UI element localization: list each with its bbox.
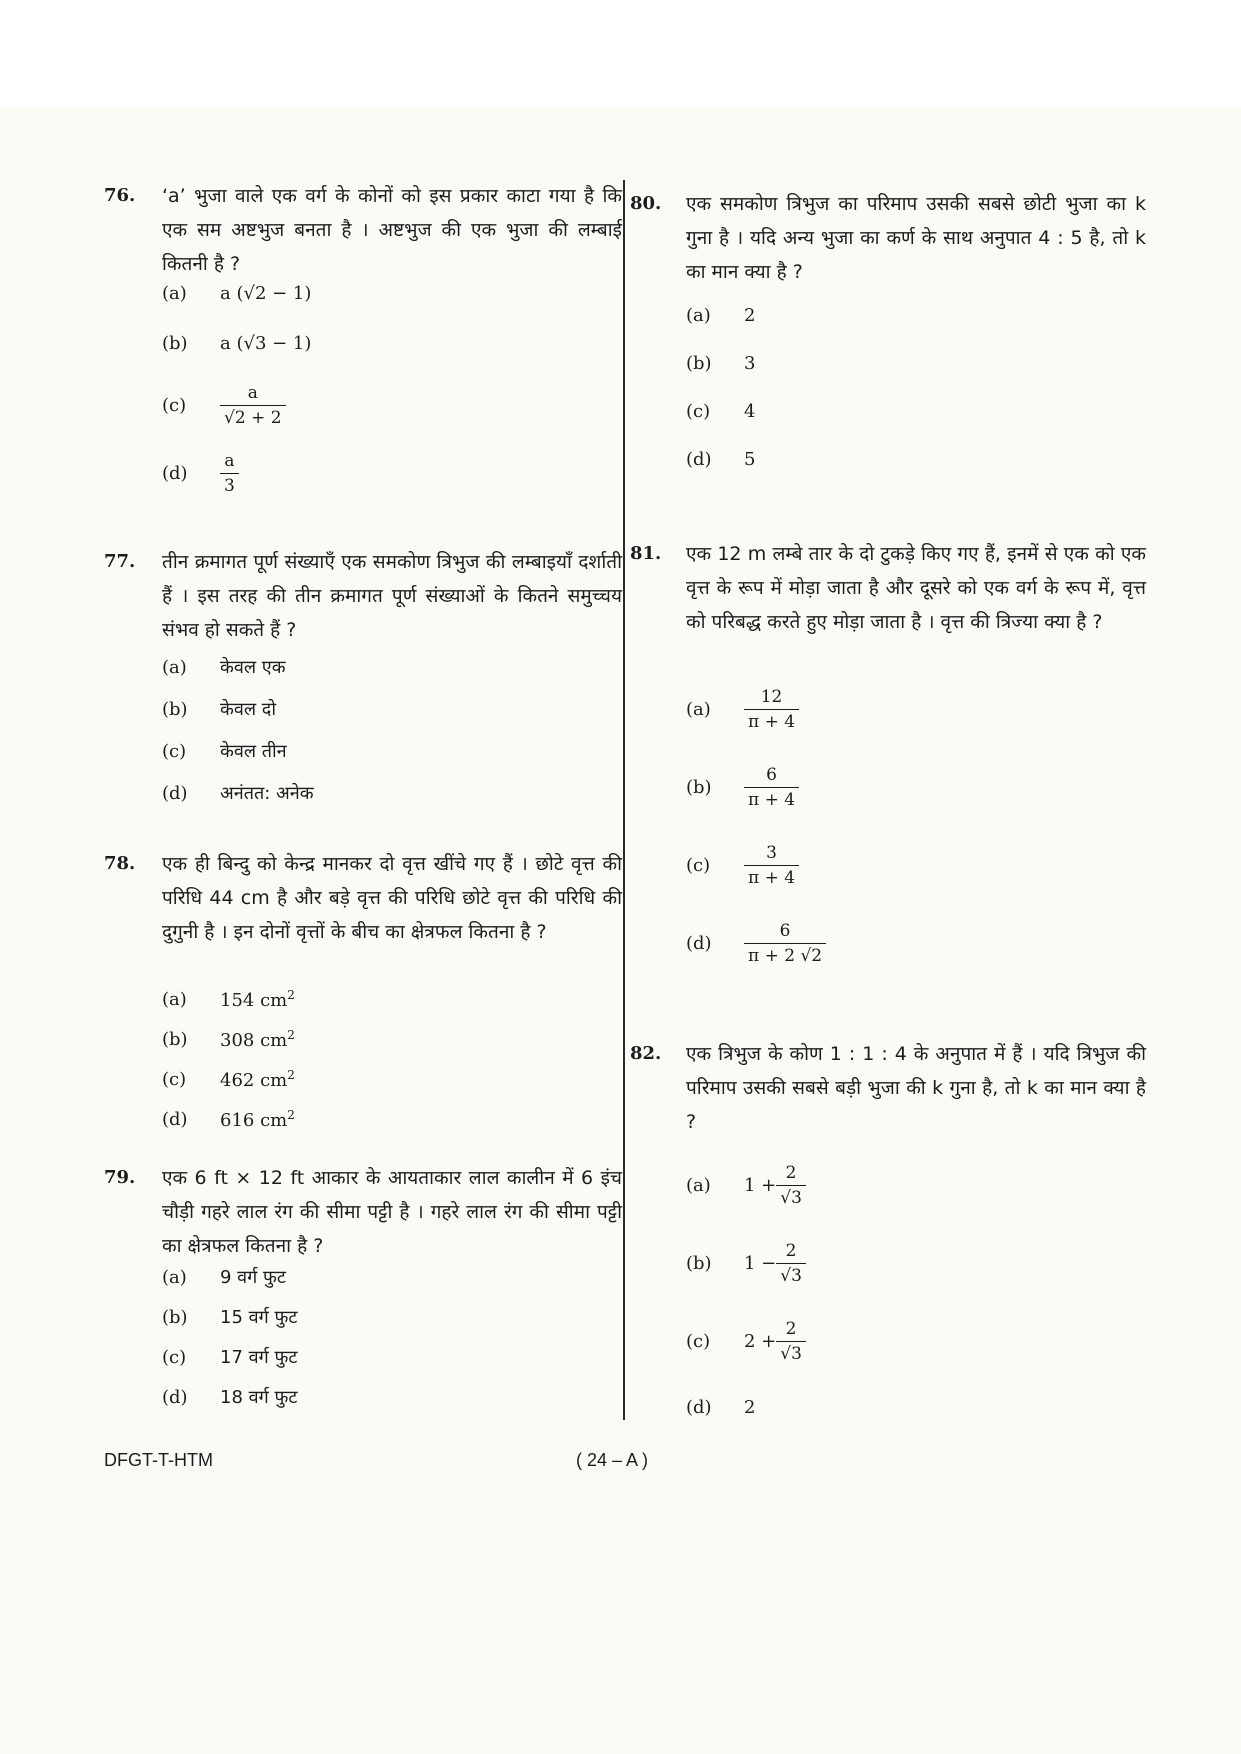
option-label: (c) [686, 854, 711, 876]
option-b[interactable] [162, 323, 311, 363]
option-label: (c) [686, 400, 711, 422]
option-a[interactable] [686, 295, 755, 335]
area-value: 154 cm [220, 989, 288, 1011]
option-label: (b) [686, 1252, 712, 1274]
fraction [220, 383, 286, 428]
denominator: √3 [776, 1263, 806, 1286]
option-label: (b) [162, 698, 188, 720]
question-number: 77. [104, 551, 136, 572]
question-text: एक 12 m लम्बे तार के दो टुकड़े किए गए हैं, इनमें से एक को एक वृत्त के रूप में मोड़ा जाता है और दूसरे को एक वर्ग के रूप में, वृत्त को परिबद्ध करते हुए मोड़ा जाता है । वृत्त की त्रिज्या क्या है ? [686, 543, 1146, 633]
numerator: 6 [779, 920, 791, 941]
denominator: 3 [220, 473, 239, 496]
numerator: 6 [766, 764, 777, 785]
option-a[interactable] [162, 979, 295, 1019]
option-prefix: 2 + [744, 1330, 777, 1352]
option-label: (d) [162, 462, 188, 484]
denominator: π + 4 [744, 787, 799, 810]
option-c[interactable] [162, 1059, 295, 1099]
option-d[interactable] [162, 1377, 297, 1417]
option-label: (d) [686, 1396, 712, 1418]
option-text: केवल तीन [220, 741, 287, 762]
option-text: अनंतत: अनेक [220, 783, 314, 804]
option-label: (a) [686, 304, 711, 326]
option-label: (b) [686, 776, 712, 798]
option-a[interactable] [162, 273, 311, 313]
exponent: 2 [287, 987, 295, 1002]
numerator: 2 [785, 1318, 797, 1339]
option-b[interactable] [686, 1240, 806, 1286]
page-number: ( 24 – A ) [576, 1450, 649, 1470]
option-b[interactable] [162, 1297, 297, 1337]
question-number: 81. [630, 543, 662, 564]
option-a[interactable] [686, 1162, 806, 1208]
question-number: 76. [104, 185, 136, 206]
question-text: एक ही बिन्दु को केन्द्र मानकर दो वृत्त खींचे गए हैं । छोटे वृत्त की परिधि 44 cm है और बड़े वृत्त की परिधि छोटे वृत्त की परिधि की दुगुनी है । इन दोनों वृत्तों के बीच का क्षेत्रफल कितना है ? [162, 853, 622, 943]
option-c[interactable] [162, 1337, 297, 1377]
option-a[interactable] [686, 686, 799, 732]
fraction [220, 451, 239, 496]
numerator: a [224, 450, 235, 471]
option-d[interactable] [162, 773, 314, 813]
denominator: √2 + 2 [220, 405, 286, 428]
option-b[interactable] [162, 1019, 295, 1059]
option-label: (d) [162, 1108, 188, 1130]
option-label: (b) [686, 352, 712, 374]
option-label: (a) [686, 698, 711, 720]
numerator: 3 [766, 842, 777, 863]
option-d[interactable] [686, 439, 755, 479]
option-c[interactable] [686, 842, 799, 888]
option-c[interactable] [162, 382, 286, 428]
question-number: 79. [104, 1167, 136, 1188]
option-label: (c) [162, 1346, 187, 1368]
option-d[interactable] [162, 1099, 295, 1139]
option-a[interactable] [162, 1257, 286, 1297]
option-text: केवल एक [220, 657, 286, 678]
denominator: √3 [776, 1185, 806, 1208]
option-text: 15 वर्ग फुट [220, 1307, 298, 1328]
option-prefix: 1 + [744, 1174, 777, 1196]
option-text: 2 [744, 304, 756, 326]
option-label: (a) [162, 656, 187, 678]
option-label: (c) [162, 740, 187, 762]
option-text [220, 1108, 295, 1131]
scan-margin-top [0, 0, 1241, 108]
option-d[interactable] [686, 920, 826, 966]
option-label: (c) [162, 1068, 187, 1090]
area-value: 308 cm [220, 1029, 288, 1051]
question-text: एक 6 ft × 12 ft आकार के आयताकार लाल कालीन में 6 इंच चौड़ी गहरे लाल रंग की सीमा पट्टी है । गहरे लाल रंग की सीमा पट्टी का क्षेत्रफल कितना है ? [162, 1167, 622, 1257]
option-b[interactable] [686, 343, 755, 383]
column-divider [623, 180, 625, 1420]
option-c[interactable] [162, 731, 287, 771]
denominator: √3 [776, 1341, 806, 1364]
question-number: 78. [104, 853, 136, 874]
question-number: 80. [630, 193, 662, 214]
denominator: π + 2 √2 [744, 943, 826, 966]
numerator: 2 [785, 1162, 797, 1183]
option-text [220, 1068, 295, 1091]
option-label: (c) [686, 1330, 711, 1352]
option-label: (d) [162, 782, 188, 804]
option-c[interactable] [686, 1318, 806, 1364]
option-text: 9 वर्ग फुट [220, 1267, 286, 1288]
option-label: (d) [686, 932, 712, 954]
numerator: a [247, 382, 258, 403]
option-label: (a) [162, 282, 187, 304]
option-label: (a) [162, 988, 187, 1010]
option-text: a (√2 − 1) [220, 282, 312, 304]
option-c[interactable] [686, 391, 755, 431]
option-text: a (√3 − 1) [220, 332, 312, 354]
option-text: 5 [744, 448, 756, 470]
numerator: 2 [785, 1240, 797, 1261]
exponent: 2 [287, 1107, 295, 1122]
option-text: 3 [744, 352, 756, 374]
option-text: केवल दो [220, 699, 276, 720]
question-text: एक समकोण त्रिभुज का परिमाप उसकी सबसे छोटी भुजा का k गुना है । यदि अन्य भुजा का कर्ण के साथ अनुपात 4 : 5 है, तो k का मान क्या है ? [686, 193, 1146, 283]
area-value: 462 cm [220, 1069, 288, 1091]
option-label: (a) [162, 1266, 187, 1288]
fraction [744, 765, 799, 810]
booklet-code: DFGT-T-HTM [104, 1450, 213, 1470]
option-text: 4 [744, 400, 756, 422]
question-text: तीन क्रमागत पूर्ण संख्याएँ एक समकोण त्रिभुज की लम्बाइयाँ दर्शाती हैं । इस तरह की तीन क्रमागत पूर्ण संख्याओं के कितने समुच्चय संभव हो सकते हैं ? [162, 551, 622, 641]
option-d[interactable] [162, 450, 239, 496]
option-text [220, 1028, 295, 1051]
denominator: π + 4 [744, 709, 799, 732]
option-text: 17 वर्ग फुट [220, 1347, 298, 1368]
question-text: ‘a’ भुजा वाले एक वर्ग के कोनों को इस प्रकार काटा गया है कि एक सम अष्टभुज बनता है । अष्टभुज की एक भुजा की लम्बाई कितनी है ? [162, 185, 622, 275]
option-text [220, 988, 295, 1011]
option-prefix: 1 − [744, 1252, 777, 1274]
fraction [744, 843, 799, 888]
question-number: 82. [630, 1043, 662, 1064]
option-b[interactable] [686, 764, 799, 810]
option-b[interactable] [162, 689, 276, 729]
option-label: (c) [162, 394, 187, 416]
option-text: 18 वर्ग फुट [220, 1387, 298, 1408]
option-label: (a) [686, 1174, 711, 1196]
fraction [744, 687, 799, 732]
fraction [776, 1241, 806, 1286]
fraction [776, 1163, 806, 1208]
denominator: π + 4 [744, 865, 799, 888]
option-label: (b) [162, 1306, 188, 1328]
fraction [744, 921, 826, 966]
option-label: (b) [162, 1028, 188, 1050]
area-value: 616 cm [220, 1109, 288, 1131]
option-text: 2 [744, 1396, 756, 1418]
option-label: (d) [162, 1386, 188, 1408]
fraction [776, 1319, 806, 1364]
option-d[interactable] [686, 1387, 755, 1427]
exponent: 2 [287, 1027, 295, 1042]
option-label: (b) [162, 332, 188, 354]
option-a[interactable] [162, 647, 286, 687]
exponent: 2 [287, 1067, 295, 1082]
numerator: 12 [760, 686, 783, 707]
option-label: (d) [686, 448, 712, 470]
question-text: एक त्रिभुज के कोण 1 : 1 : 4 के अनुपात में हैं । यदि त्रिभुज की परिमाप उसकी सबसे बड़ी भुजा की k गुना है, तो k का मान क्या है ? [686, 1043, 1146, 1133]
